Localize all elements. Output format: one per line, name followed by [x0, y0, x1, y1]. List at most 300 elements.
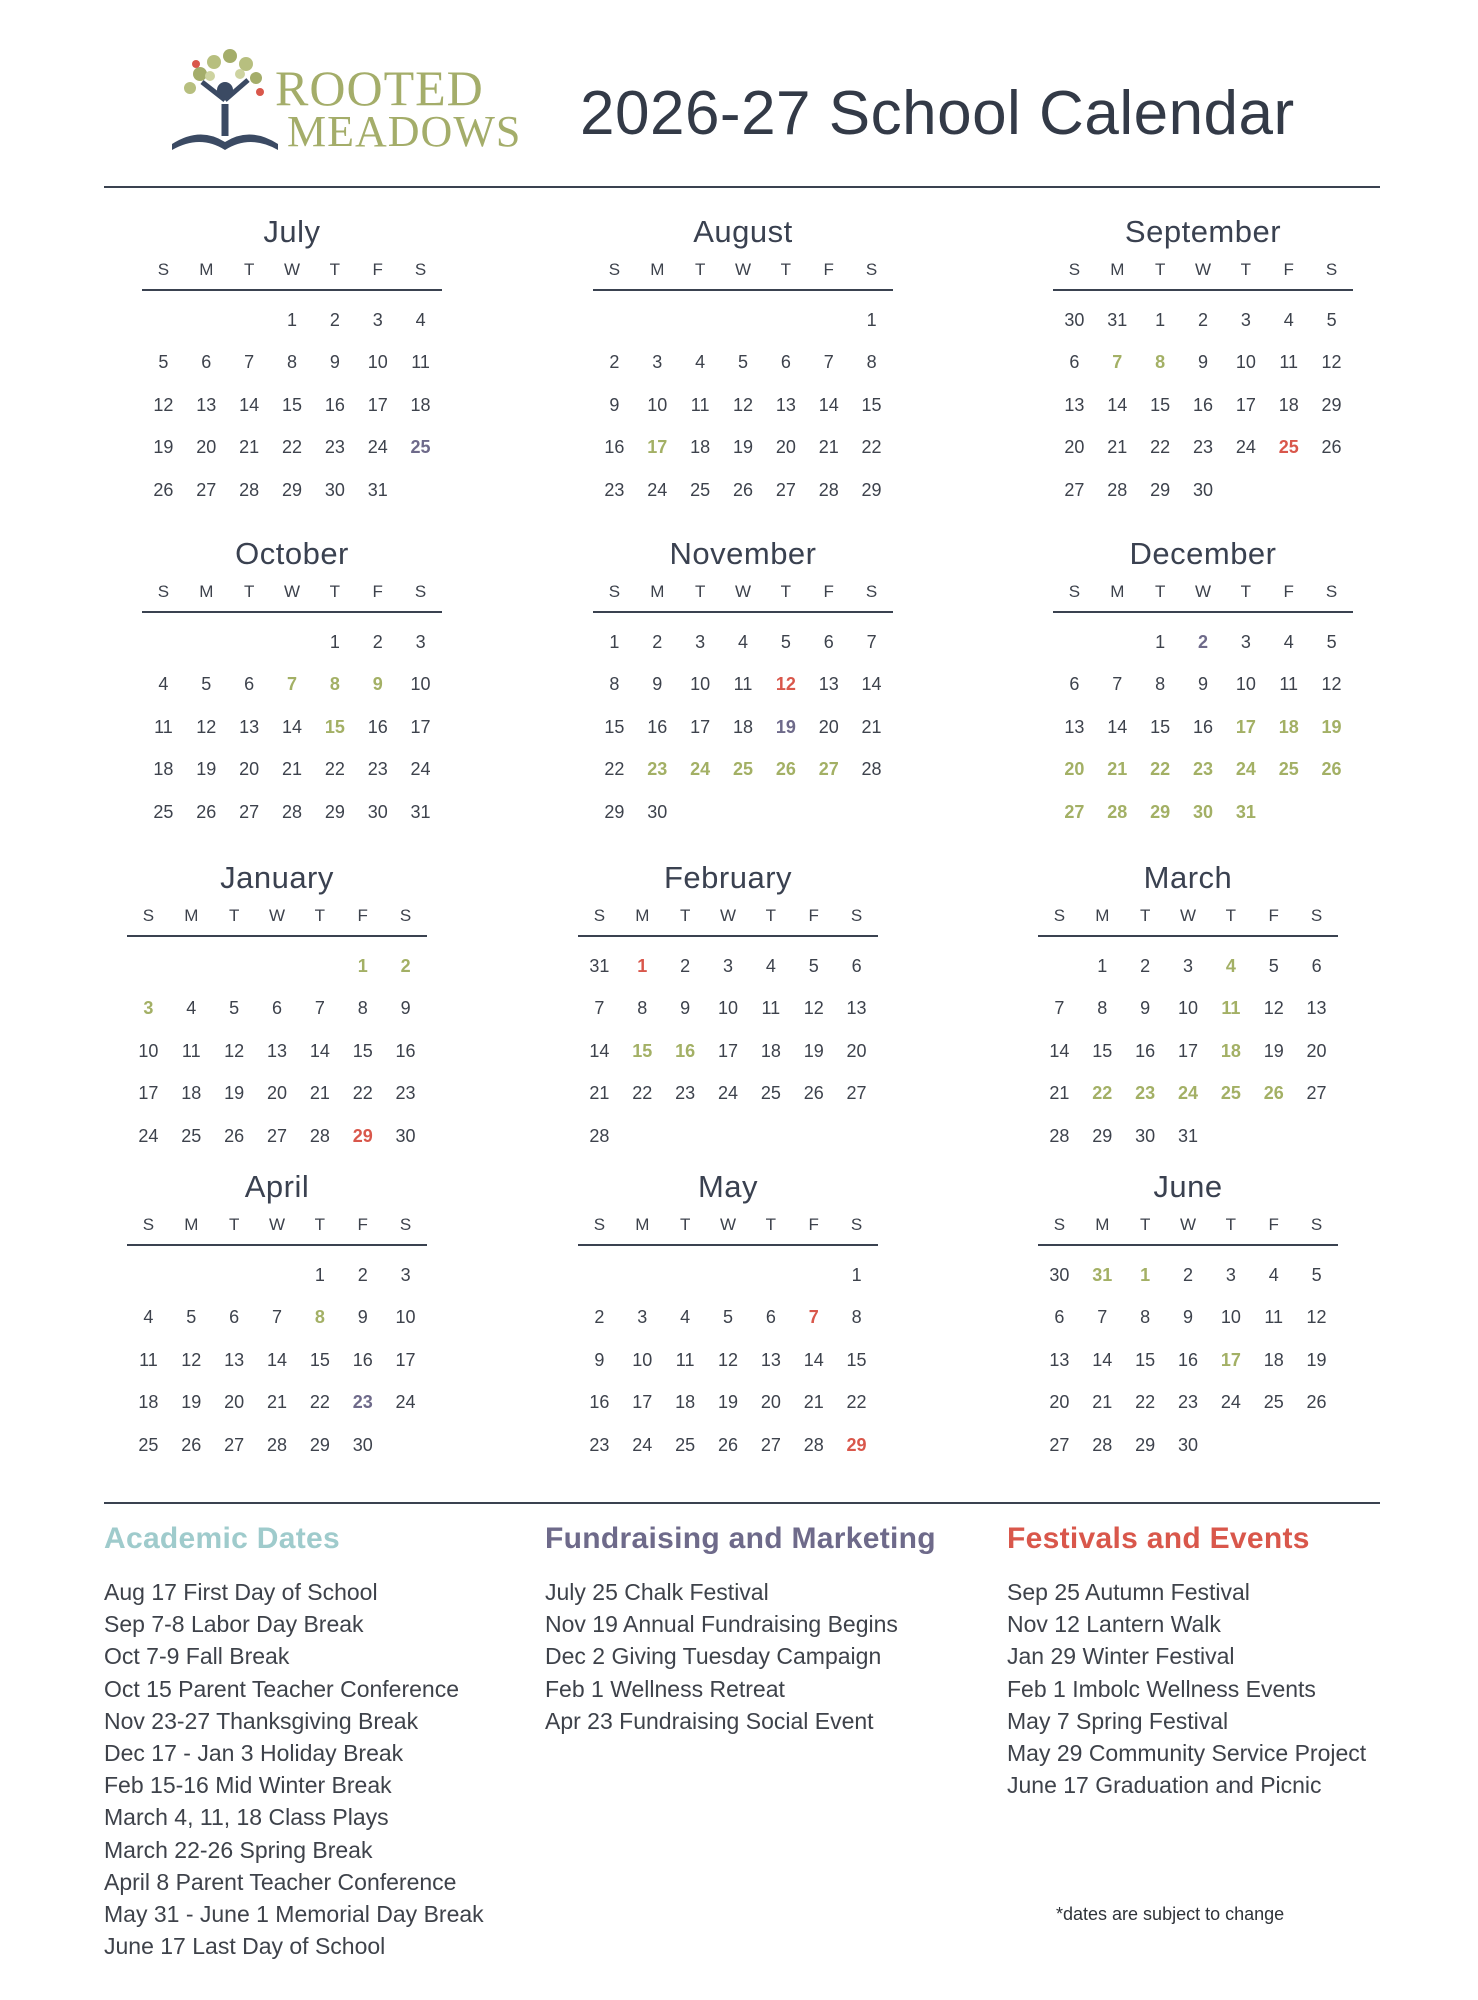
day-cell: 30: [1135, 1125, 1156, 1146]
weekday-label: S: [1053, 906, 1066, 925]
day-cell: 6: [1054, 1307, 1065, 1328]
day-cell: 26: [1321, 437, 1342, 458]
weekday-header: [127, 898, 427, 937]
month-september: [1038, 212, 1368, 512]
day-cell: 15: [324, 716, 345, 737]
day-grid: [1038, 1254, 1338, 1467]
weekday-label: S: [850, 906, 863, 925]
day-cell: 23: [367, 759, 388, 780]
day-cell: 29: [861, 479, 882, 500]
day-cell: 30: [1177, 1434, 1198, 1455]
day-cell: 10: [1220, 1307, 1241, 1328]
day-cell: 20: [1064, 759, 1085, 780]
day-cell: 16: [1177, 1349, 1198, 1370]
day-cell: 1: [851, 1264, 862, 1285]
day-cell: 11: [690, 394, 710, 415]
day-cell: 5: [158, 352, 169, 373]
day-cell: 29: [352, 1125, 373, 1146]
day-cell: 21: [1107, 437, 1128, 458]
day-cell: 15: [846, 1349, 867, 1370]
legend-item: June 17 Graduation and Picnic: [1007, 1772, 1322, 1799]
day-cell: 20: [196, 437, 217, 458]
weekday-label: F: [1268, 1215, 1279, 1234]
day-cell: 5: [201, 674, 212, 695]
day-cell: 29: [324, 801, 345, 822]
legend-item: Aug 17 First Day of School: [104, 1579, 378, 1605]
day-cell: 30: [1192, 479, 1213, 500]
legend-item: Oct 7-9 Fall Break: [104, 1643, 290, 1670]
day-cell: 9: [400, 998, 411, 1019]
day-cell: 12: [153, 394, 174, 415]
day-cell: 21: [803, 1392, 824, 1413]
day-cell: 29: [1150, 479, 1171, 500]
day-cell: 14: [281, 716, 302, 737]
day-cell: 2: [1197, 631, 1208, 652]
day-cell: 8: [357, 998, 368, 1019]
day-cell: 29: [309, 1434, 330, 1455]
weekday-label: M: [184, 906, 199, 925]
day-cell: 13: [1306, 998, 1327, 1019]
logo-wordmark: [275, 60, 522, 156]
day-cell: 1: [286, 309, 297, 330]
day-cell: 17: [395, 1349, 416, 1370]
weekday-label: S: [1325, 260, 1338, 279]
day-cell: 16: [352, 1349, 373, 1370]
day-cell: 17: [1235, 394, 1256, 415]
day-cell: 28: [589, 1125, 610, 1146]
day-cell: 20: [818, 716, 839, 737]
day-cell: 16: [647, 716, 668, 737]
logo-line-1: ROOTED: [275, 60, 484, 116]
day-cell: 23: [352, 1392, 373, 1413]
weekday-header: [142, 574, 442, 613]
weekday-label: F: [823, 260, 834, 279]
day-cell: 28: [1049, 1125, 1070, 1146]
day-cell: 19: [1321, 716, 1342, 737]
day-cell: 8: [286, 352, 297, 373]
day-cell: 5: [780, 631, 791, 652]
day-cell: 6: [201, 352, 212, 373]
day-cell: 18: [732, 716, 753, 737]
legend-item: Dec 17 - Jan 3 Holiday Break: [104, 1740, 404, 1767]
day-cell: 7: [594, 998, 605, 1019]
day-cell: 3: [1225, 1264, 1236, 1285]
day-cell: 25: [1278, 759, 1299, 780]
day-cell: 30: [1049, 1264, 1070, 1285]
day-cell: 14: [309, 1040, 330, 1061]
day-cell: 14: [1107, 716, 1128, 737]
weekday-label: S: [1325, 582, 1338, 601]
day-cell: 6: [765, 1307, 776, 1328]
day-cell: 24: [1235, 437, 1256, 458]
day-cell: 29: [846, 1434, 867, 1455]
weekday-label: T: [329, 582, 341, 601]
weekday-label: F: [1283, 260, 1294, 279]
weekday-label: F: [823, 582, 834, 601]
month-march: [1023, 858, 1353, 1158]
day-cell: 4: [415, 309, 426, 330]
header-divider: [104, 186, 1380, 188]
weekday-header: [142, 252, 442, 291]
day-cell: 10: [717, 998, 738, 1019]
weekday-label: T: [329, 260, 341, 279]
legend-item: April 8 Parent Teacher Conference: [104, 1868, 457, 1895]
day-cell: 28: [1092, 1434, 1113, 1455]
day-cell: 12: [1321, 352, 1342, 373]
day-cell: 18: [1263, 1349, 1284, 1370]
day-cell: 8: [866, 352, 877, 373]
day-cell: 16: [1192, 716, 1213, 737]
legend-item: Dec 2 Giving Tuesday Campaign: [545, 1643, 882, 1670]
day-cell: 2: [652, 631, 663, 652]
day-cell: 16: [604, 437, 625, 458]
day-cell: 30: [324, 479, 345, 500]
weekday-label: S: [414, 582, 427, 601]
day-cell: 28: [1107, 479, 1128, 500]
weekday-label: T: [780, 582, 792, 601]
day-cell: 17: [1220, 1349, 1241, 1370]
day-cell: 15: [632, 1040, 653, 1061]
day-cell: 11: [411, 352, 430, 373]
day-grid: [142, 621, 442, 834]
day-cell: 13: [1049, 1349, 1070, 1370]
weekday-label: W: [719, 1215, 737, 1234]
day-cell: 31: [410, 801, 431, 822]
day-cell: 28: [281, 801, 302, 822]
day-cell: 16: [1135, 1040, 1156, 1061]
day-cell: 11: [1279, 352, 1299, 373]
month-august: [578, 212, 908, 512]
day-cell: 31: [589, 955, 610, 976]
day-cell: 1: [866, 309, 877, 330]
day-cell: 15: [604, 716, 625, 737]
weekday-label: T: [679, 1215, 691, 1234]
day-cell: 12: [181, 1349, 202, 1370]
day-cell: 19: [803, 1040, 824, 1061]
day-cell: 24: [1235, 759, 1256, 780]
day-cell: 27: [266, 1125, 287, 1146]
day-cell: 2: [1182, 1264, 1193, 1285]
day-cell: 7: [314, 998, 325, 1019]
day-cell: 11: [154, 716, 173, 737]
weekday-label: M: [650, 582, 665, 601]
legend-item: July 25 Chalk Festival: [545, 1579, 769, 1605]
day-cell: 10: [410, 674, 431, 695]
legend-item: March 4, 11, 18 Class Plays: [104, 1804, 389, 1831]
day-cell: 23: [1135, 1083, 1156, 1104]
day-cell: 18: [1278, 394, 1299, 415]
day-cell: 12: [803, 998, 824, 1019]
day-cell: 5: [1326, 309, 1337, 330]
day-cell: 12: [775, 674, 796, 695]
weekday-label: T: [694, 582, 706, 601]
day-cell: 28: [1107, 801, 1128, 822]
day-cell: 23: [647, 759, 668, 780]
day-cell: 13: [775, 394, 796, 415]
month-july: [127, 212, 457, 512]
weekday-label: W: [283, 260, 301, 279]
day-cell: 6: [229, 1307, 240, 1328]
weekday-label: S: [142, 1215, 155, 1234]
day-cell: 13: [1064, 716, 1085, 737]
month-december: [1038, 534, 1368, 834]
day-grid: [127, 945, 427, 1158]
day-cell: 26: [181, 1434, 202, 1455]
month-name: March: [1143, 860, 1233, 895]
day-cell: 7: [1112, 352, 1123, 373]
weekday-label: S: [1068, 582, 1081, 601]
day-cell: 26: [717, 1434, 738, 1455]
day-cell: 3: [1240, 631, 1251, 652]
day-cell: 18: [138, 1392, 159, 1413]
day-cell: 30: [395, 1125, 416, 1146]
weekday-label: T: [1139, 1215, 1151, 1234]
day-cell: 9: [680, 998, 691, 1019]
day-cell: 31: [1107, 309, 1128, 330]
day-cell: 29: [281, 479, 302, 500]
day-cell: 3: [372, 309, 383, 330]
day-cell: 6: [244, 674, 255, 695]
day-cell: 15: [1092, 1040, 1113, 1061]
day-cell: 28: [861, 759, 882, 780]
month-october: [127, 534, 457, 834]
weekday-label: M: [1110, 260, 1125, 279]
day-cell: 1: [637, 955, 648, 976]
day-cell: 5: [1311, 1264, 1322, 1285]
legend-item: Sep 25 Autumn Festival: [1007, 1579, 1250, 1605]
day-cell: 18: [760, 1040, 781, 1061]
day-cell: 8: [851, 1307, 862, 1328]
day-cell: 24: [410, 759, 431, 780]
day-cell: 22: [604, 759, 625, 780]
day-cell: 21: [239, 437, 260, 458]
day-cell: 21: [818, 437, 839, 458]
month-april: [112, 1167, 442, 1467]
day-cell: 22: [324, 759, 345, 780]
day-cell: 7: [823, 352, 834, 373]
day-cell: 8: [1155, 674, 1166, 695]
weekday-label: T: [1154, 260, 1166, 279]
day-cell: 20: [1306, 1040, 1327, 1061]
day-cell: 22: [1150, 759, 1171, 780]
day-cell: 27: [760, 1434, 781, 1455]
day-cell: 28: [803, 1434, 824, 1455]
fundraising-list: [545, 1576, 936, 1737]
day-cell: 5: [186, 1307, 197, 1328]
day-cell: 4: [695, 352, 706, 373]
day-cell: 10: [1235, 352, 1256, 373]
weekday-label: S: [1068, 260, 1081, 279]
day-cell: 24: [395, 1392, 416, 1413]
day-cell: 10: [367, 352, 388, 373]
day-grid: [1038, 945, 1338, 1158]
day-cell: 1: [1097, 955, 1108, 976]
month-november: [578, 534, 908, 834]
day-cell: 25: [1220, 1083, 1241, 1104]
day-cell: 17: [138, 1083, 159, 1104]
weekday-label: S: [157, 582, 170, 601]
weekday-header: [127, 1207, 427, 1246]
weekday-header: [578, 898, 878, 937]
weekday-label: M: [1095, 1215, 1110, 1234]
weekday-label: M: [1095, 906, 1110, 925]
weekday-label: W: [734, 582, 752, 601]
day-cell: 22: [1135, 1392, 1156, 1413]
day-cell: 21: [589, 1083, 610, 1104]
day-cell: 23: [1177, 1392, 1198, 1413]
legend-item: May 31 - June 1 Memorial Day Break: [104, 1901, 484, 1928]
day-cell: 25: [138, 1434, 159, 1455]
day-cell: 21: [1049, 1083, 1070, 1104]
day-cell: 4: [737, 631, 748, 652]
day-cell: 28: [239, 479, 260, 500]
day-cell: 3: [400, 1264, 411, 1285]
weekday-label: S: [142, 906, 155, 925]
day-cell: 14: [589, 1040, 610, 1061]
day-cell: 2: [1197, 309, 1208, 330]
weekday-header: [1053, 252, 1353, 291]
weekday-label: T: [765, 1215, 777, 1234]
day-cell: 25: [1263, 1392, 1284, 1413]
day-cell: 4: [143, 1307, 154, 1328]
day-cell: 4: [765, 955, 776, 976]
legend-item: Apr 23 Fundraising Social Event: [545, 1707, 874, 1734]
weekday-label: S: [399, 1215, 412, 1234]
day-cell: 8: [314, 1307, 325, 1328]
day-cell: 26: [196, 801, 217, 822]
day-cell: 9: [329, 352, 340, 373]
day-cell: 14: [266, 1349, 287, 1370]
day-cell: 4: [158, 674, 169, 695]
day-cell: 18: [1278, 716, 1299, 737]
day-cell: 13: [760, 1349, 781, 1370]
day-cell: 17: [1177, 1040, 1198, 1061]
weekday-label: F: [808, 1215, 819, 1234]
day-cell: 15: [861, 394, 882, 415]
month-name: December: [1129, 536, 1277, 571]
day-cell: 26: [732, 479, 753, 500]
day-cell: 8: [637, 998, 648, 1019]
day-cell: 27: [818, 759, 839, 780]
day-cell: 11: [1279, 674, 1299, 695]
day-cell: 24: [717, 1083, 738, 1104]
festivals-section: [1007, 1522, 1366, 1801]
legend-item: March 22-26 Spring Break: [104, 1836, 373, 1863]
day-cell: 7: [866, 631, 877, 652]
day-cell: 16: [1192, 394, 1213, 415]
day-cell: 1: [1155, 309, 1166, 330]
day-cell: 29: [1135, 1434, 1156, 1455]
day-cell: 26: [1306, 1392, 1327, 1413]
day-cell: 29: [604, 801, 625, 822]
weekday-label: M: [184, 1215, 199, 1234]
day-cell: 7: [1112, 674, 1123, 695]
weekday-label: T: [1240, 260, 1252, 279]
day-cell: 31: [367, 479, 388, 500]
day-cell: 14: [818, 394, 839, 415]
weekday-label: S: [850, 1215, 863, 1234]
day-cell: 4: [1283, 309, 1294, 330]
day-cell: 9: [372, 674, 383, 695]
weekday-label: S: [1310, 906, 1323, 925]
day-grid: [578, 1254, 878, 1467]
legend-item: Nov 19 Annual Fundraising Begins: [545, 1611, 898, 1638]
day-cell: 19: [181, 1392, 202, 1413]
day-cell: 6: [271, 998, 282, 1019]
day-cell: 9: [1140, 998, 1151, 1019]
day-cell: 18: [1220, 1040, 1241, 1061]
weekday-label: T: [1225, 1215, 1237, 1234]
day-cell: 10: [395, 1307, 416, 1328]
day-cell: 8: [329, 674, 340, 695]
day-cell: 13: [196, 394, 217, 415]
day-cell: 15: [281, 394, 302, 415]
day-cell: 20: [1049, 1392, 1070, 1413]
legend-item: Nov 12 Lantern Walk: [1007, 1611, 1221, 1638]
weekday-label: M: [635, 1215, 650, 1234]
day-cell: 31: [1092, 1264, 1113, 1285]
weekday-label: T: [314, 1215, 326, 1234]
weekday-label: S: [865, 260, 878, 279]
day-cell: 20: [1064, 437, 1085, 458]
day-cell: 13: [266, 1040, 287, 1061]
day-cell: 27: [1306, 1083, 1327, 1104]
weekday-label: W: [734, 260, 752, 279]
day-cell: 31: [1235, 801, 1256, 822]
weekday-label: F: [808, 906, 819, 925]
weekday-label: W: [1194, 582, 1212, 601]
day-cell: 13: [1064, 394, 1085, 415]
day-cell: 12: [717, 1349, 738, 1370]
day-cell: 19: [732, 437, 753, 458]
weekday-label: M: [199, 260, 214, 279]
day-cell: 2: [594, 1307, 605, 1328]
day-cell: 5: [722, 1307, 733, 1328]
day-cell: 25: [1278, 437, 1299, 458]
day-cell: 3: [415, 631, 426, 652]
weekday-header: [593, 252, 893, 291]
day-cell: 16: [367, 716, 388, 737]
day-cell: 27: [1049, 1434, 1070, 1455]
day-cell: 21: [266, 1392, 287, 1413]
weekday-label: T: [228, 1215, 240, 1234]
month-name: October: [235, 536, 349, 571]
day-cell: 7: [286, 674, 297, 695]
day-cell: 24: [367, 437, 388, 458]
weekday-label: W: [268, 906, 286, 925]
month-january: [112, 858, 442, 1158]
legend-item: Oct 15 Parent Teacher Conference: [104, 1675, 460, 1702]
day-cell: 21: [1092, 1392, 1113, 1413]
day-cell: 19: [196, 759, 217, 780]
weekday-label: M: [199, 582, 214, 601]
day-cell: 13: [846, 998, 867, 1019]
day-cell: 7: [1054, 998, 1065, 1019]
day-cell: 22: [281, 437, 302, 458]
weekday-label: F: [1268, 906, 1279, 925]
day-cell: 24: [647, 479, 668, 500]
day-cell: 2: [400, 955, 411, 976]
day-cell: 3: [652, 352, 663, 373]
day-cell: 10: [690, 674, 711, 695]
day-cell: 12: [1263, 998, 1284, 1019]
day-cell: 6: [1069, 352, 1080, 373]
day-cell: 30: [352, 1434, 373, 1455]
day-cell: 6: [851, 955, 862, 976]
day-cell: 27: [239, 801, 260, 822]
day-cell: 4: [1268, 1264, 1279, 1285]
day-cell: 15: [1150, 716, 1171, 737]
